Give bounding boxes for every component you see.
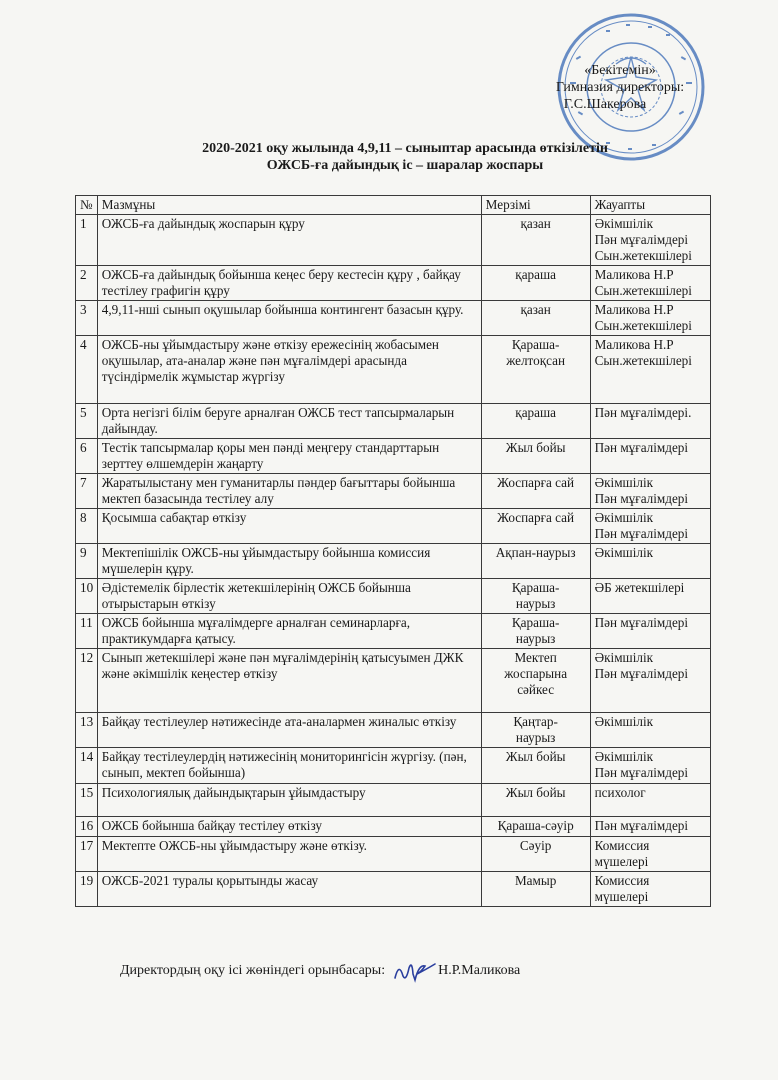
cell-responsible: Пән мұғалімдері. xyxy=(590,404,710,439)
cell-number: 3 xyxy=(76,301,98,336)
table-row xyxy=(76,872,711,907)
cell-term: Қараша- наурыз xyxy=(481,579,590,614)
cell-number: 2 xyxy=(76,266,98,301)
header-term: Мерзімі xyxy=(481,196,590,215)
cell-number: 1 xyxy=(76,215,98,266)
cell-responsible: Комиссия мүшелері xyxy=(590,837,710,872)
table-row xyxy=(76,474,711,509)
cell-content: Сынып жетекшілері және пән мұғалімдерінің қатысуымен ДЖК және әкімшілік кеңестер өткізу xyxy=(97,649,481,713)
table-row xyxy=(76,215,711,266)
cell-number: 5 xyxy=(76,404,98,439)
cell-content: ОЖСБ-ға дайындық жоспарын құру xyxy=(97,215,481,266)
cell-number: 16 xyxy=(76,817,98,837)
header-content: Мазмұны xyxy=(97,196,481,215)
table-row xyxy=(76,266,711,301)
cell-number: 8 xyxy=(76,509,98,544)
cell-term: қараша xyxy=(481,266,590,301)
cell-term: Жоспарға сай xyxy=(481,474,590,509)
cell-responsible: Әкімшілік xyxy=(590,713,710,748)
cell-content: Тестік тапсырмалар қоры мен пәнді меңгеру стандарттарын зерттеу өлшемдерін жаңарту xyxy=(97,439,481,474)
approval-name: Г.С.Шакерова xyxy=(563,97,647,112)
cell-term: Мамыр xyxy=(481,872,590,907)
document-title xyxy=(60,140,750,174)
cell-content: ОЖСБ-ға дайындық бойынша кеңес беру кестесін құру , байқау тестілеу графигін құру xyxy=(97,266,481,301)
table-row xyxy=(76,404,711,439)
cell-term: Ақпан-наурыз xyxy=(481,544,590,579)
cell-number: 11 xyxy=(76,614,98,649)
table-row xyxy=(76,509,711,544)
cell-term: Жоспарға сай xyxy=(481,509,590,544)
cell-term: Қараша- наурыз xyxy=(481,614,590,649)
cell-responsible: ӘБ жетекшілері xyxy=(590,579,710,614)
handwritten-signature xyxy=(391,958,441,984)
cell-term: Қараша-сәуір xyxy=(481,817,590,837)
cell-responsible: Әкімшілік Пән мұғалімдері xyxy=(590,748,710,784)
header-number: № xyxy=(76,196,98,215)
header-responsible: Жауапты xyxy=(590,196,710,215)
cell-term: қазан xyxy=(481,301,590,336)
cell-term: Қараша- желтоқсан xyxy=(481,336,590,404)
cell-term: Жыл бойы xyxy=(481,748,590,784)
cell-content: Жаратылыстану мен гуманитарлы пәндер бағыттары бойынша мектеп базасында тестілеу алу xyxy=(97,474,481,509)
approval-block xyxy=(480,62,720,113)
cell-responsible: Пән мұғалімдері xyxy=(590,439,710,474)
cell-content: ОЖСБ бойынша байқау тестілеу өткізу xyxy=(97,817,481,837)
cell-term: Мектеп жоспарына сәйкес xyxy=(481,649,590,713)
cell-number: 12 xyxy=(76,649,98,713)
cell-number: 9 xyxy=(76,544,98,579)
cell-term: Жыл бойы xyxy=(481,784,590,817)
cell-content: ОЖСБ бойынша мұғалімдерге арналған семинарларға, практикумдарға қатысу. xyxy=(97,614,481,649)
signature-line xyxy=(120,958,640,984)
plan-table xyxy=(75,195,711,907)
cell-responsible: психолог xyxy=(590,784,710,817)
table-row xyxy=(76,439,711,474)
cell-content: Қосымша сабақтар өткізу xyxy=(97,509,481,544)
cell-content: Байқау тестілеулер нәтижесінде ата-аналармен жиналыс өткізу xyxy=(97,713,481,748)
cell-number: 19 xyxy=(76,872,98,907)
cell-content: ОЖСБ-2021 туралы қорытынды жасау xyxy=(97,872,481,907)
table-row xyxy=(76,817,711,837)
cell-content: Әдістемелік бірлестік жетекшілерінің ОЖСБ бойынша отырыстарын өткізу xyxy=(97,579,481,614)
cell-number: 14 xyxy=(76,748,98,784)
cell-content: 4,9,11-нші сынып оқушылар бойынша контингент базасын құру. xyxy=(97,301,481,336)
cell-responsible: Пән мұғалімдері xyxy=(590,817,710,837)
cell-number: 7 xyxy=(76,474,98,509)
table-row xyxy=(76,614,711,649)
cell-responsible: Маликова Н.Р Сын.жетекшілері xyxy=(590,301,710,336)
cell-number: 13 xyxy=(76,713,98,748)
cell-content: Мектепте ОЖСБ-ны ұйымдастыру және өткізу. xyxy=(97,837,481,872)
cell-content: Мектепішілік ОЖСБ-ны ұйымдастыру бойынша комиссия мүшелерін құру. xyxy=(97,544,481,579)
cell-content: ОЖСБ-ны ұйымдастыру және өткізу ережесінің жобасымен оқушылар, ата-аналар және пән мұғалімдері арасында түсіндірмелік жұмыстар жүргізу xyxy=(97,336,481,404)
cell-number: 17 xyxy=(76,837,98,872)
cell-term: қараша xyxy=(481,404,590,439)
cell-responsible: Әкімшілік Пән мұғалімдері xyxy=(590,649,710,713)
cell-number: 15 xyxy=(76,784,98,817)
table-row xyxy=(76,336,711,404)
table-row xyxy=(76,649,711,713)
cell-responsible: Маликова Н.Р Сын.жетекшілері xyxy=(590,336,710,404)
cell-responsible: Әкімшілік Пән мұғалімдері Сын.жетекшілері xyxy=(590,215,710,266)
approval-position: Гимназия директоры: xyxy=(555,80,685,95)
table-row xyxy=(76,301,711,336)
cell-content: Орта негізгі білім беруге арналған ОЖСБ тест тапсырмаларын дайындау. xyxy=(97,404,481,439)
cell-term: қазан xyxy=(481,215,590,266)
cell-responsible: Әкімшілік xyxy=(590,544,710,579)
table-row xyxy=(76,579,711,614)
cell-responsible: Әкімшілік Пән мұғалімдері xyxy=(590,474,710,509)
table-row xyxy=(76,748,711,784)
cell-responsible: Пән мұғалімдері xyxy=(590,614,710,649)
table-row xyxy=(76,544,711,579)
table-row xyxy=(76,784,711,817)
cell-responsible: Маликова Н.Р Сын.жетекшілері xyxy=(590,266,710,301)
deputy-position: Директордың оқу ісі жөніндегі орынбасары: xyxy=(120,963,386,979)
cell-term: Қаңтар- наурыз xyxy=(481,713,590,748)
table-header-row xyxy=(76,196,711,215)
cell-number: 4 xyxy=(76,336,98,404)
cell-responsible: Комиссия мүшелері xyxy=(590,872,710,907)
cell-responsible: Әкімшілік Пән мұғалімдері xyxy=(590,509,710,544)
cell-content: Байқау тестілеулердің нәтижесінің мониторингісін жүргізу. (пән, сынып, мектеп бойынша) xyxy=(97,748,481,784)
deputy-name: Н.Р.Маликова xyxy=(438,963,521,979)
cell-number: 6 xyxy=(76,439,98,474)
cell-content: Психологиялық дайындықтарын ұйымдастыру xyxy=(97,784,481,817)
table-row xyxy=(76,837,711,872)
table-row xyxy=(76,713,711,748)
title-line-2: ОЖСБ-ға дайындық іс – шаралар жоспары xyxy=(266,158,544,173)
approval-title: «Бекітемін» xyxy=(584,63,656,78)
cell-number: 10 xyxy=(76,579,98,614)
cell-term: Сәуір xyxy=(481,837,590,872)
title-line-1: 2020-2021 оқу жылында 4,9,11 – сыныптар арасында өткізілетін xyxy=(202,141,608,156)
cell-term: Жыл бойы xyxy=(481,439,590,474)
